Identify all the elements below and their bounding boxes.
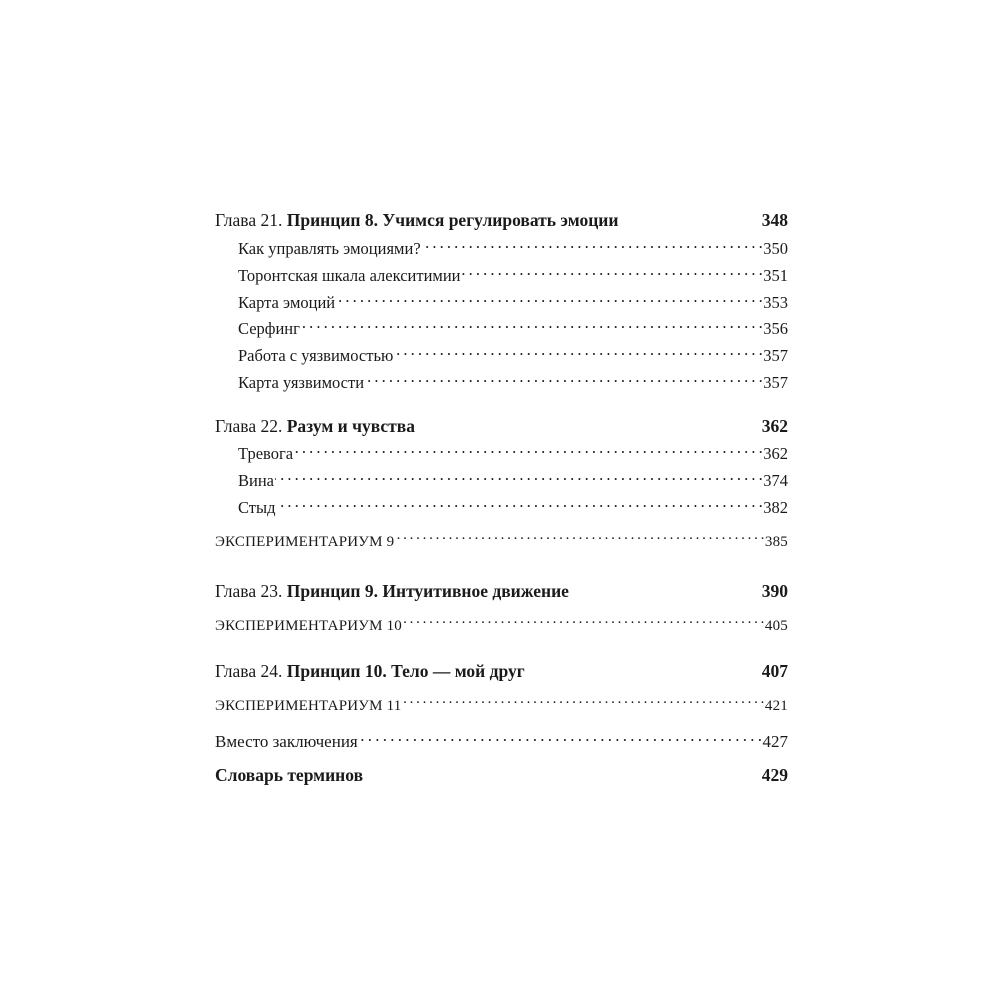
toc-experimentarium-9[interactable]: [215, 531, 788, 553]
toc-entry[interactable]: [238, 291, 788, 314]
entry-title: Вина: [238, 470, 274, 490]
toc-conclusion[interactable]: [215, 730, 788, 753]
page-number: 385: [764, 534, 788, 550]
dot-leader: [276, 496, 762, 513]
page-number: 348: [761, 210, 788, 230]
toc-entry[interactable]: [238, 442, 788, 465]
chapter-number: Глава 22.: [215, 416, 283, 436]
entry-title: ЭКСПЕРИМЕНТАРИУМ 10: [215, 618, 402, 634]
toc-entry[interactable]: [238, 317, 788, 340]
page-number: 429: [761, 765, 788, 785]
entry-title: Тревога: [238, 443, 294, 463]
entry-title: Стыд: [238, 497, 276, 517]
dot-leader: [462, 264, 763, 281]
chapter-number: Глава 21.: [215, 210, 283, 230]
chapter-number: Глава 24.: [215, 661, 283, 681]
dot-leader: [422, 237, 763, 254]
toc-chapter-22[interactable]: [215, 415, 788, 437]
page-number: 407: [761, 661, 788, 681]
toc-entry[interactable]: [238, 371, 788, 394]
page-number: 421: [764, 698, 788, 714]
page-number: 353: [763, 292, 788, 312]
page-number: 356: [763, 318, 788, 338]
toc-glossary[interactable]: [215, 764, 788, 786]
dot-leader: [395, 531, 764, 546]
page-number: 362: [763, 443, 788, 463]
dot-leader: [359, 730, 762, 747]
entry-title: Торонтская шкала алекситимии: [238, 265, 461, 285]
toc-chapter-24[interactable]: [215, 660, 788, 682]
page-number: 362: [761, 416, 788, 436]
page-number: 374: [763, 470, 788, 490]
chapter-title: Разум и чувства: [286, 416, 415, 436]
toc-entry[interactable]: [238, 344, 788, 367]
dot-leader: [336, 291, 762, 308]
dot-leader: [301, 317, 762, 334]
page-number: 382: [763, 497, 788, 517]
toc-chapter-23[interactable]: [215, 580, 788, 602]
toc-entry[interactable]: [238, 237, 788, 260]
entry-title: ЭКСПЕРИМЕНТАРИУМ 11: [215, 698, 402, 714]
entry-title: Карта уязвимости: [238, 372, 365, 392]
entry-title: Словарь терминов: [215, 765, 364, 785]
page-number: 427: [762, 732, 788, 751]
page-number: 357: [763, 345, 788, 365]
dot-leader: [294, 442, 762, 459]
page-number: 357: [763, 372, 788, 392]
toc-experimentarium-10[interactable]: [215, 615, 788, 637]
dot-leader: [403, 615, 764, 630]
toc-entry[interactable]: [238, 264, 788, 287]
dot-leader: [275, 469, 762, 486]
chapter-number: Глава 23.: [215, 581, 283, 601]
dot-leader: [365, 371, 762, 388]
toc-entry[interactable]: [238, 496, 788, 519]
page-number: 350: [763, 238, 788, 258]
dot-leader: [394, 344, 762, 361]
toc-entry[interactable]: [238, 469, 788, 492]
page-number: 390: [761, 581, 788, 601]
entry-title: Серфинг: [238, 318, 300, 338]
chapter-title: Принцип 9. Интуитивное движение: [286, 581, 569, 601]
dot-leader: [402, 695, 763, 710]
page-number: 405: [764, 618, 788, 634]
toc-experimentarium-11[interactable]: [215, 695, 788, 717]
chapter-title: Принцип 10. Тело — мой друг: [286, 661, 525, 681]
entry-title: Работа с уязвимостью: [238, 345, 394, 365]
page-number: 351: [763, 265, 788, 285]
entry-title: Как управлять эмоциями?: [238, 238, 421, 258]
chapter-title: Принцип 8. Учимся регулировать эмоции: [286, 210, 619, 230]
entry-title: ЭКСПЕРИМЕНТАРИУМ 9: [215, 534, 395, 550]
entry-title: Вместо заключения: [215, 732, 358, 751]
entry-title: Карта эмоций: [238, 292, 336, 312]
table-of-contents: [215, 0, 788, 1000]
toc-chapter-21[interactable]: [215, 209, 788, 231]
